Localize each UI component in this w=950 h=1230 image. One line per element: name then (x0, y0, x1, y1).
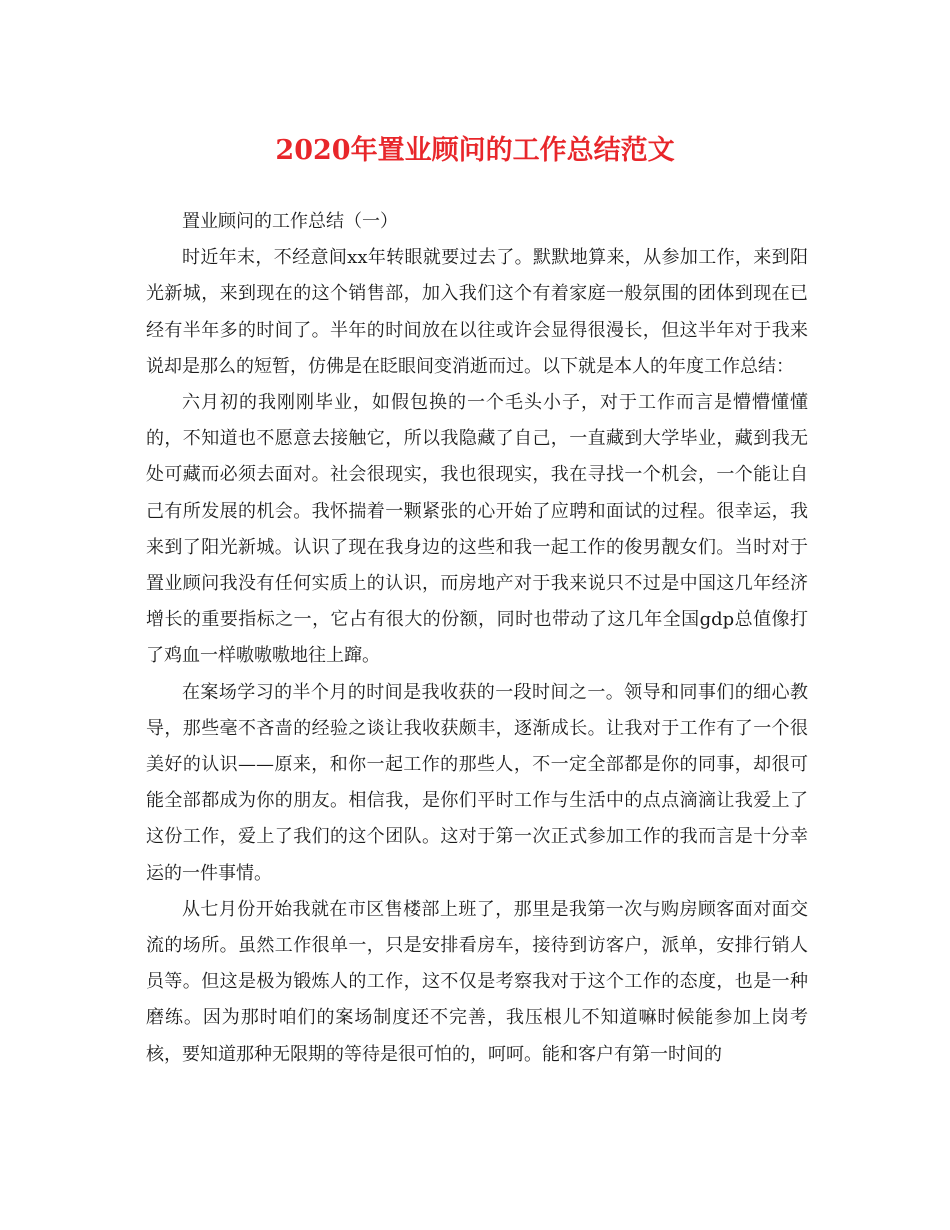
paragraph: 六月初的我刚刚毕业，如假包换的一个毛头小子，对于工作而言是懵懵懂懂的，不知道也不愿意去接触它，所以我隐藏了自己，一直藏到大学毕业，藏到我无处可藏而必须去面对。社会很现实，我也很现实，我在寻找一个机会，一个能让自己有所发展的机会。我怀揣着一颗紧张的心开始了应聘和面试的过程。很幸运，我来到了阳光新城。认识了现在我身边的这些和我一起工作的俊男靓女们。当时对于置业顾问我没有任何实质上的认识，而房地产对于我来说只不过是中国这几年经济增长的重要指标之一，它占有很大的份额，同时也带动了这几年全国gdp总值像打了鸡血一样嗷嗷嗷地往上蹿。 (146, 392, 808, 667)
paragraph: 从七月份开始我就在市区售楼部上班了，那里是我第一次与购房顾客面对面交流的场所。虽然工作很单一，只是安排看房车，接待到访客户，派单，安排行销人员等。但这是极为锻炼人的工作，这不仅是考察我对于这个工作的态度，也是一种磨练。因为那时咱们的案场制度还不完善，我压根儿不知道嘛时候能参加上岗考核，要知道那种无限期的等待是很可怕的，呵呵。能和客户有第一时间的 (146, 898, 808, 1065)
paragraph: 在案场学习的半个月的时间是我收获的一段时间之一。领导和同事们的细心教导，那些毫不吝啬的经验之谈让我收获颇丰，逐渐成长。让我对于工作有了一个很美好的认识——原来，和你一起工作的那些人，不一定全部都是你的同事，却很可能全部都成为你的朋友。相信我，是你们平时工作与生活中的点点滴滴让我爱上了这份工作，爱上了我们的这个团队。这对于第一次正式参加工作的我而言是十分幸运的一件事情。 (146, 681, 808, 884)
document-title: 2020年置业顾问的工作总结范文 (275, 135, 675, 166)
section-heading: 置业顾问的工作总结（一） (182, 211, 398, 232)
document-body (146, 204, 808, 1073)
paragraph: 时近年末，不经意间xx年转眼就要过去了。默默地算来，从参加工作，来到阳光新城，来到现在的这个销售部，加入我们这个有着家庭一般氛围的团体到现在已经有半年多的时间了。半年的时间放在以往或许会显得很漫长，但这半年对于我来说却是那么的短暂，仿佛是在眨眼间变消逝而过。以下就是本人的年度工作总结： (146, 247, 808, 377)
